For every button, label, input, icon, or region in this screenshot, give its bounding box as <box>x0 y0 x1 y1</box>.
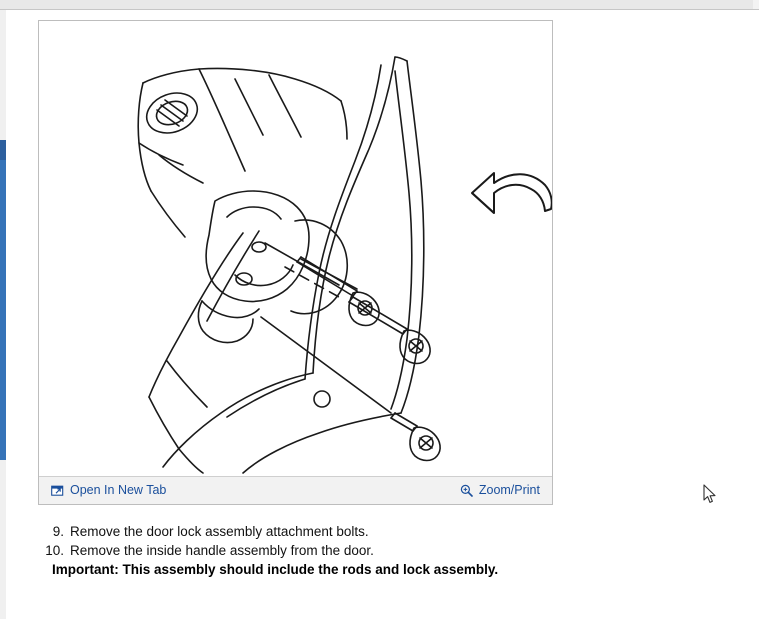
figure-toolbar <box>39 476 552 504</box>
left-edge-gutter-bottom <box>0 460 6 619</box>
browser-chrome-strip-right <box>753 0 759 9</box>
step-number: 10. <box>45 543 64 558</box>
step-number: 9. <box>52 524 64 539</box>
zoom-print-button[interactable] <box>460 484 540 497</box>
figure-card <box>38 20 553 505</box>
instruction-steps <box>38 524 598 577</box>
figure-image[interactable] <box>39 21 552 476</box>
left-edge-accent-dark <box>0 140 6 160</box>
open-in-new-tab-button[interactable] <box>51 484 166 497</box>
left-edge-accent-blue <box>0 160 6 460</box>
list-item <box>38 524 598 539</box>
magnifier-icon <box>460 484 473 497</box>
list-item <box>38 543 598 558</box>
new-tab-icon <box>51 484 64 497</box>
step-text: Remove the inside handle assembly from the door. <box>70 543 374 558</box>
open-in-new-tab-label: Open In New Tab <box>70 483 167 498</box>
zoom-print-label: Zoom/Print <box>478 483 540 498</box>
left-edge-gutter-top <box>0 10 6 140</box>
browser-chrome-strip <box>0 0 759 10</box>
important-note: Important: This assembly should include the rods and lock assembly. <box>52 562 499 577</box>
mouse-pointer-icon <box>703 484 717 504</box>
step-text: Remove the door lock assembly attachment bolts. <box>70 524 369 539</box>
